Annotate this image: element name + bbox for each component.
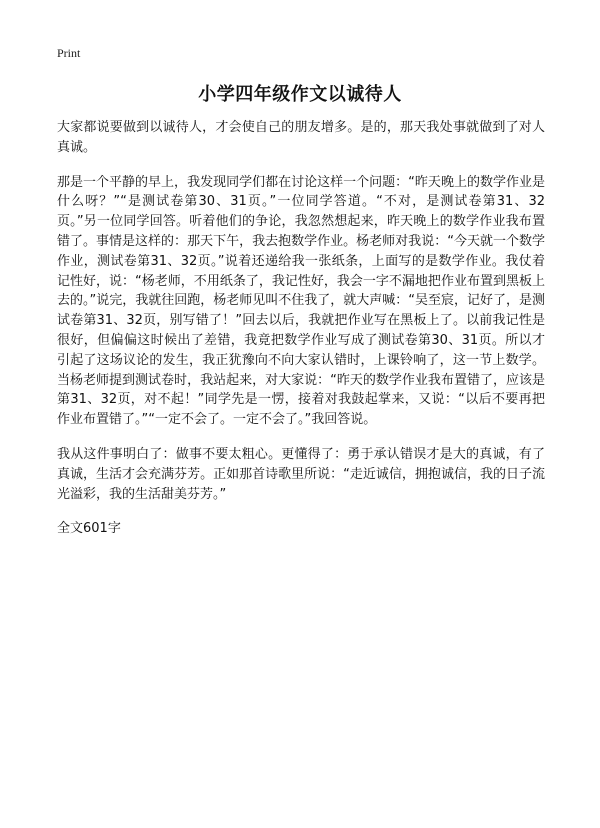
paragraph-story: 那是一个平静的早上，我发现同学们都在讨论这样一个问题：“昨天晚上的数学作业是什么呀？”“是测试卷第30、31页。”一位同学答道。“不对，是测试卷第31、32页。”另一位同学回答。听着他们的争论，我忽然想起来，昨天晚上的数学作业我布置错了。事情是这样的：那天下午，我去抱数学作业。杨老师对我说：“今天就一个数学作业，测试卷第31、32页。”说着还递给我一张纸条，上面写的是数学作业。我仗着记性好，说：“杨老师，不用纸条了，我记性好，我会一字不漏地把作业布置到黑板上去的。”说完，我就往回跑，杨老师见叫不住我了，就大声喊：“吴至宸，记好了，是测试卷第31、32页，别写错了！”回去以后，我就把作业写在黑板上了。以前我记性是很好，但偏偏这时候出了差错，我竟把数学作业写成了测试卷第30、31页。所以才引起了这场议论的发生，我正犹豫向不向大家认错时，上课铃响了，这一节上数学。当杨老师提到测试卷时，我站起来，对大家说：“昨天的数学作业我布置错了，应该是第31、32页，对不起！”同学先是一愣，接着对我鼓起掌来，又说：“以后不要再把作业布置错了。”“一定不会了。一定不会了。”我回答说。 bbox=[57, 174, 545, 428]
paragraph-conclusion: 我从这件事明白了：做事不要太粗心。更懂得了：勇于承认错误才是大的真诚，有了真诚，生活才会充满芬芳。正如那首诗歌里所说：“走近诚信，拥抱诚信，我的日子流光溢彩，我的生活甜美芬芳。” bbox=[57, 446, 545, 502]
article-body bbox=[57, 118, 545, 538]
word-count: 全文601字 bbox=[57, 521, 121, 537]
page-title: 小学四年级作文以诚待人 bbox=[198, 84, 402, 105]
print-link[interactable]: Print bbox=[57, 46, 81, 60]
paragraph-intro: 大家都说要做到以诚待人，才会使自己的朋友增多。是的，那天我处事就做到了对人真诚。 bbox=[57, 120, 545, 155]
